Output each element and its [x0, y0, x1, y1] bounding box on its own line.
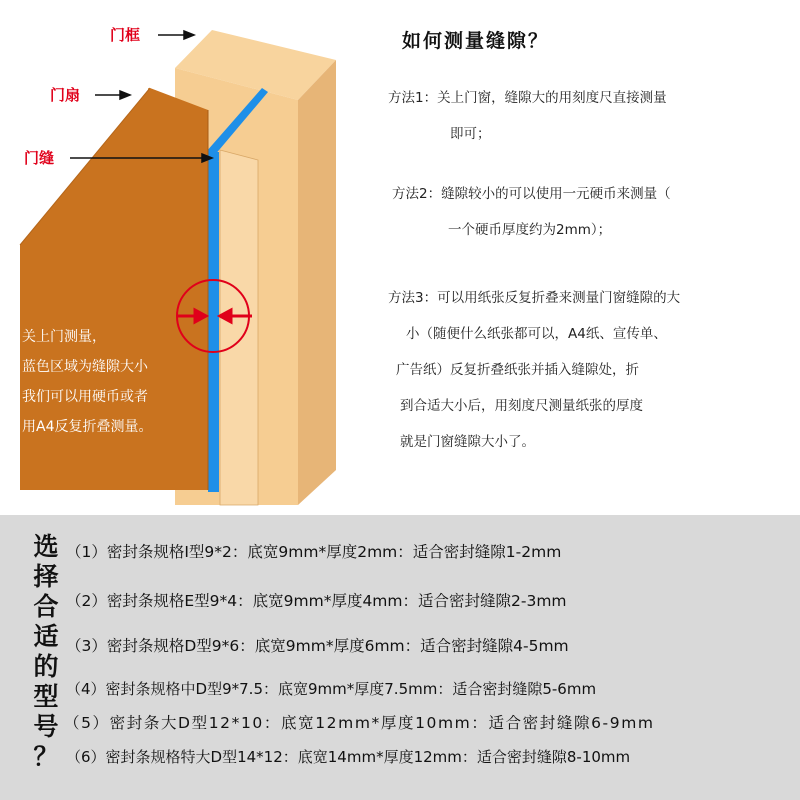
door-note	[22, 322, 212, 442]
sash-label: 门扇	[50, 86, 81, 104]
door-note-line: 蓝色区域为缝隙大小	[22, 359, 148, 375]
selection-title-char: ？	[33, 742, 59, 771]
selection-title	[30, 532, 62, 772]
door-frame-side	[298, 60, 336, 505]
gap-label: 门缝	[24, 149, 55, 167]
door-note-line: 我们可以用硬币或者	[22, 389, 148, 405]
method-3-line: 到合适大小后，用刻度尺测量纸张的厚度	[400, 398, 643, 414]
method-3-line: 就是门窗缝隙大小了。	[400, 434, 535, 450]
selection-title-char: 型	[33, 682, 59, 711]
method-2-line: 一个硬币厚度约为2mm）；	[448, 222, 612, 238]
method-3-line: 方法3：可以用纸张反复折叠来测量门窗缝隙的大	[388, 290, 681, 306]
door-note-line: 用A4反复折叠测量。	[22, 419, 153, 435]
spec-row-1: （1）密封条规格I型9*2：底宽9mm*厚度2mm：适合密封缝隙1-2mm	[66, 543, 562, 561]
method-1-line: 方法1：关上门窗，缝隙大的用刻度尺直接测量	[388, 90, 667, 106]
spec-row-6: （6）密封条规格特大D型14*12：底宽14mm*厚度12mm：适合密封缝隙8-10mm	[66, 748, 631, 766]
spec-row-4: （4）密封条规格中D型9*7.5：底宽9mm*厚度7.5mm：适合密封缝隙5-6mm	[66, 680, 597, 698]
page-title: 如何测量缝隙？	[402, 30, 550, 52]
frame-label: 门框	[110, 26, 141, 44]
spec-row-3: （3）密封条规格D型9*6：底宽9mm*厚度6mm：适合密封缝隙4-5mm	[66, 637, 569, 655]
spec-row-2: （2）密封条规格E型9*4：底宽9mm*厚度4mm：适合密封缝隙2-3mm	[66, 592, 567, 610]
method-1	[388, 80, 667, 152]
selection-title-char: 选	[33, 532, 59, 561]
method-1-line: 即可；	[450, 126, 491, 142]
selection-title-char: 适	[33, 622, 59, 651]
method-2	[392, 176, 671, 248]
selection-title-char: 择	[33, 562, 59, 591]
method-3-line: 小（随便什么纸张都可以，A4纸、宣传单、	[406, 326, 667, 342]
method-3	[388, 280, 680, 460]
method-2-line: 方法2：缝隙较小的可以使用一元硬币来测量（	[392, 186, 671, 202]
spec-row-5: （5）密封条大D型12*10：底宽12mm*厚度10mm：适合密封缝隙6-9mm	[64, 714, 655, 732]
selection-title-char: 的	[33, 652, 59, 681]
frame-jamb	[220, 150, 258, 505]
method-3-line: 广告纸）反复折叠纸张并插入缝隙处，折	[396, 362, 639, 378]
selection-title-char: 号	[33, 712, 59, 741]
selection-title-char: 合	[33, 592, 59, 621]
door-note-line: 关上门测量，	[22, 329, 106, 345]
